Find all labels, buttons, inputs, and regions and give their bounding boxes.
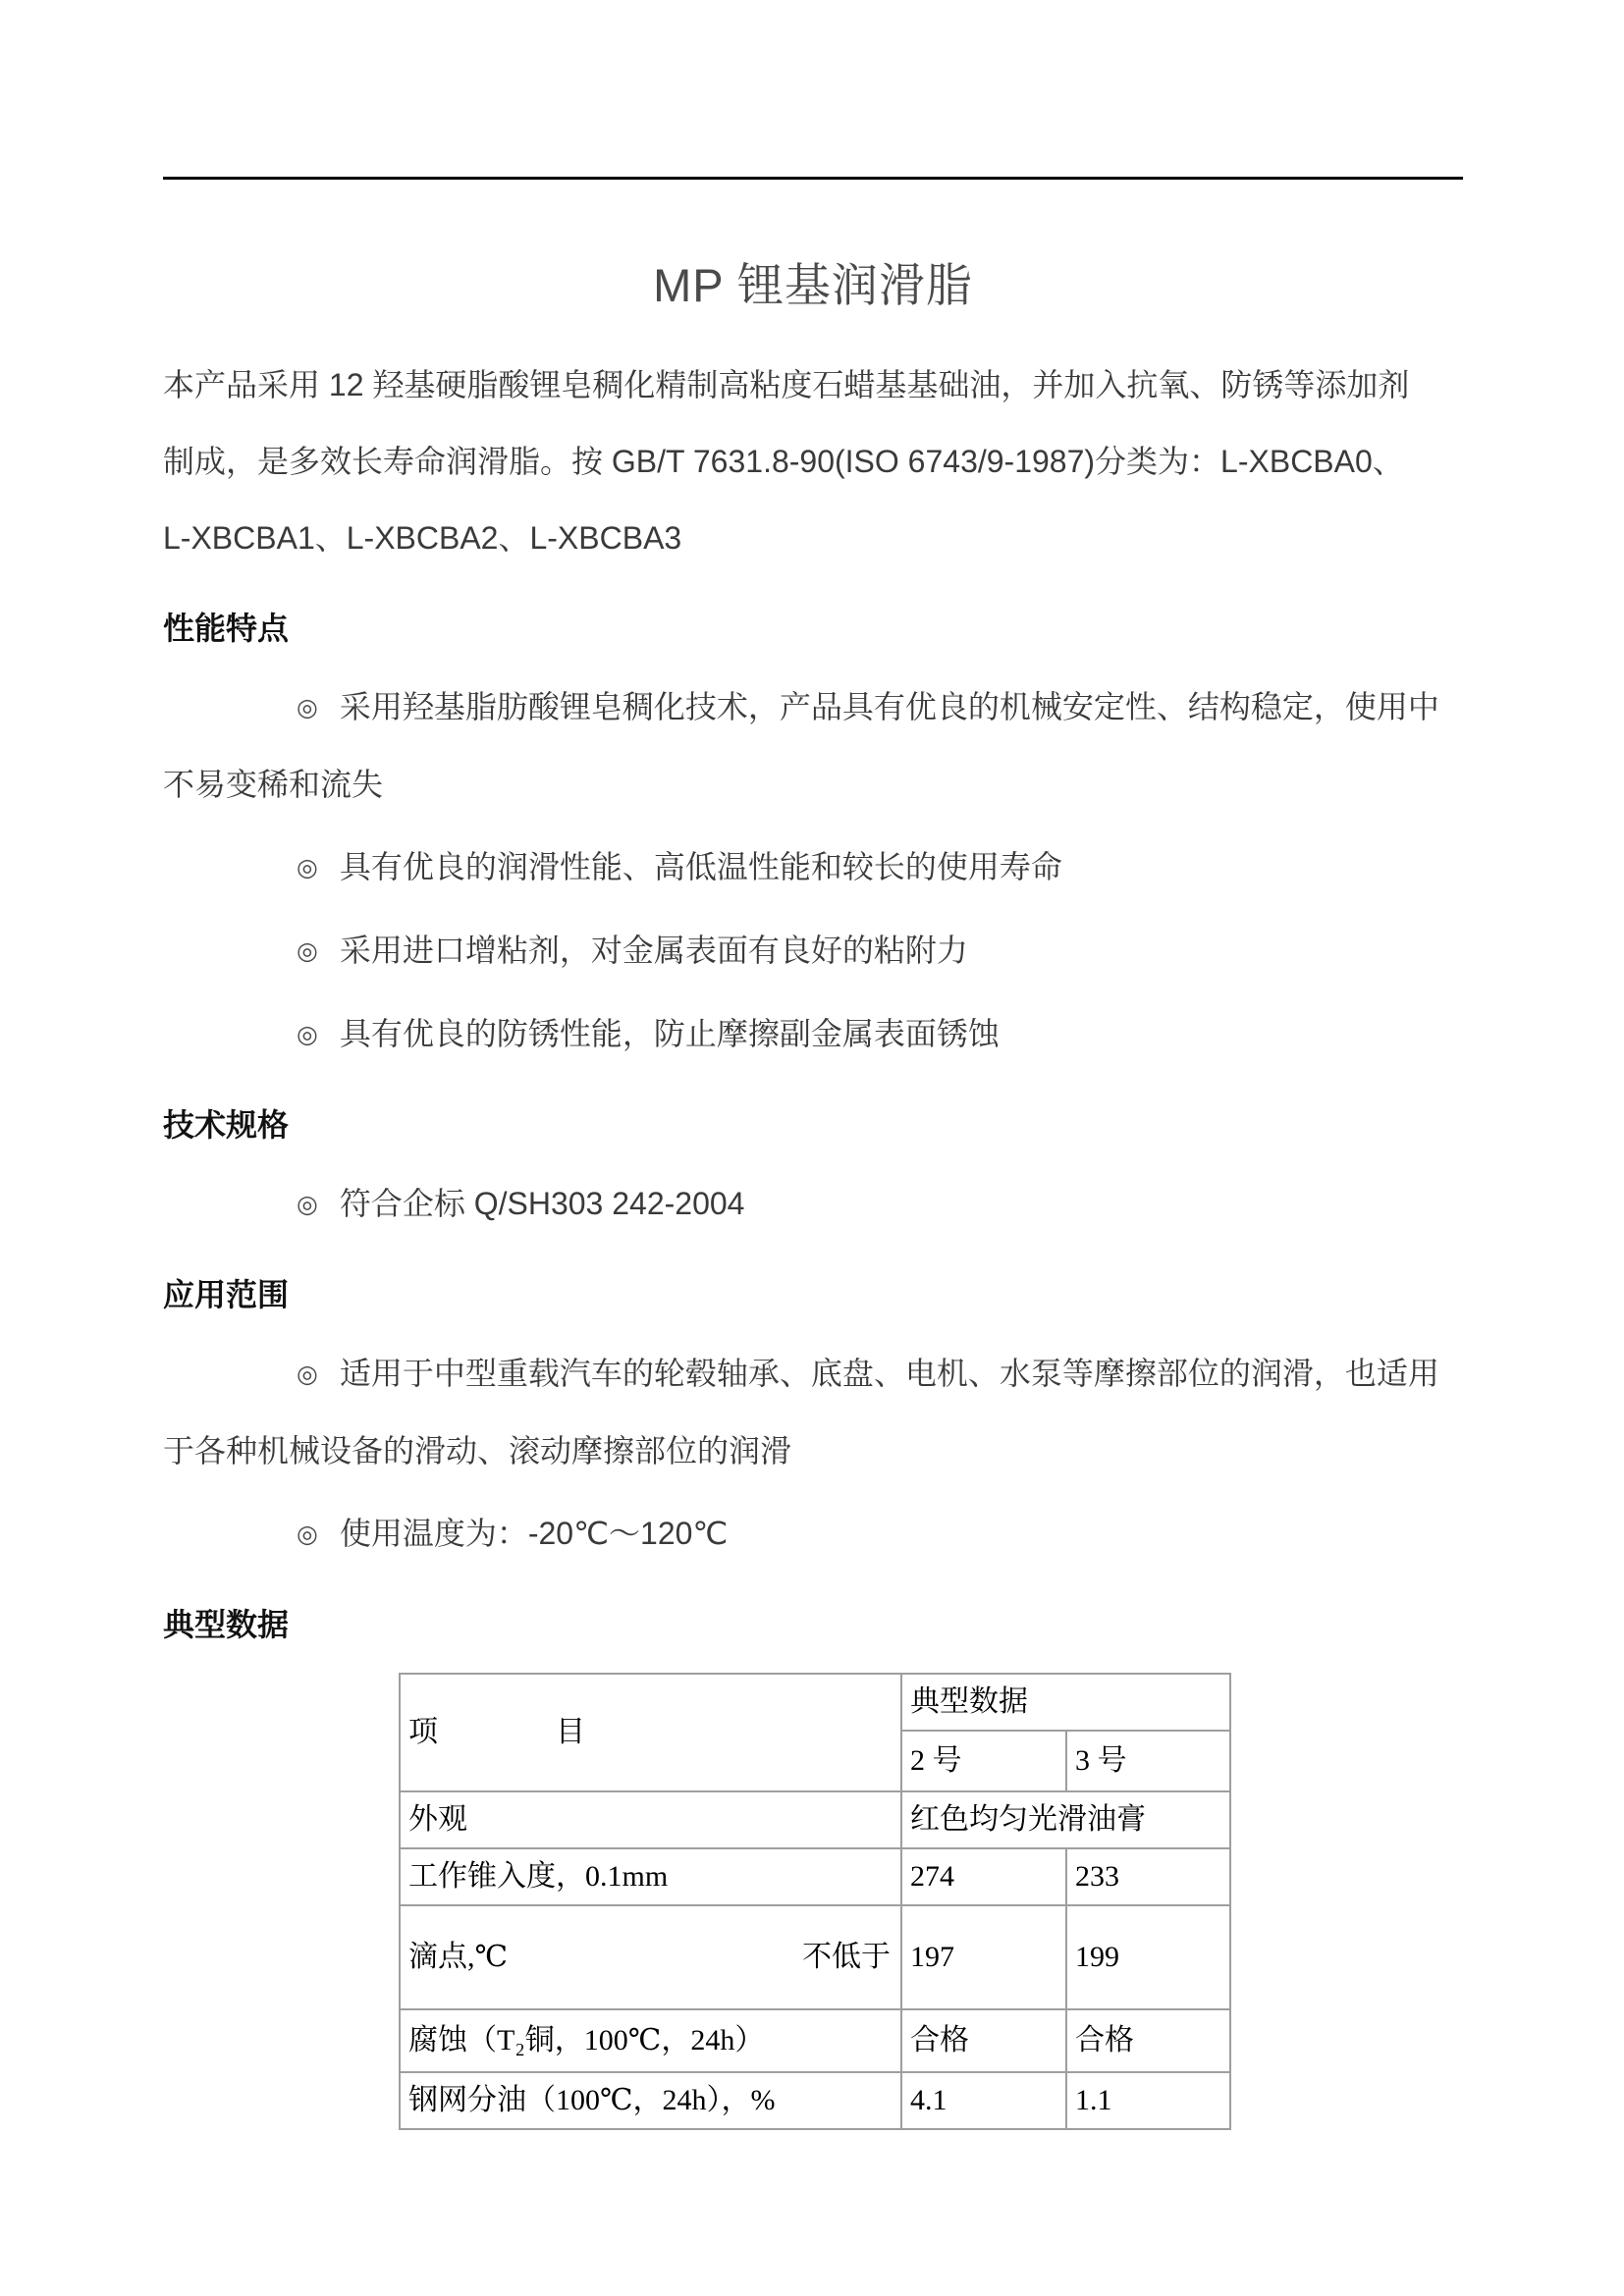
top-divider — [163, 177, 1463, 180]
bullet-item — [163, 828, 1463, 906]
table-row — [400, 2009, 1230, 2072]
row-value-grade2: 274 — [901, 1848, 1066, 1905]
bullet-text: 采用进口增粘剂，对金属表面有良好的粘附力 — [339, 933, 968, 968]
row-label: 滴点,℃ 不低于 — [400, 1905, 901, 2009]
table-header-row — [400, 1674, 1230, 1731]
bullet-icon: ◎ — [297, 1361, 318, 1388]
section-heading-typical-data: 典型数据 — [163, 1607, 290, 1642]
row-value-grade3: 233 — [1066, 1848, 1230, 1905]
bullet-text: 使用温度为：-20℃～120℃ — [339, 1516, 729, 1551]
bullet-item — [163, 1165, 1463, 1243]
row-value-grade2: 197 — [901, 1905, 1066, 2009]
table-row — [400, 1791, 1230, 1848]
intro-line-3: L-XBCBA1、L-XBCBA2、L-XBCBA3 — [163, 520, 682, 556]
bullet-icon: ◎ — [297, 937, 318, 965]
row-label: 腐蚀（T₂铜，100℃，24h） — [400, 2009, 901, 2072]
bullet-item — [163, 912, 1463, 989]
table-row — [400, 2072, 1230, 2129]
table-row — [400, 1905, 1230, 2009]
bullet-item — [163, 1495, 1463, 1573]
table-row — [400, 1848, 1230, 1905]
bullet-icon: ◎ — [297, 1191, 318, 1218]
table-header-grade-2: 2 号 — [901, 1731, 1066, 1791]
intro-line-2: 制成，是多效长寿命润滑脂。按 GB/T 7631.8-90(ISO 6743/9-1987)分类为：L-XBCBA0、 — [163, 444, 1404, 479]
typical-data-table — [399, 1673, 1231, 2130]
bullet-icon: ◎ — [297, 854, 318, 881]
bullet-item — [163, 668, 1463, 823]
intro-line-1: 本产品采用 12 羟基硬脂酸锂皂稠化精制高粘度石蜡基基础油，并加入抗氧、防锈等添加剂 — [163, 367, 1410, 402]
bullet-item — [163, 1335, 1463, 1489]
bullet-text: 适用于中型重载汽车的轮毂轴承、底盘、电机、水泵等摩擦部位的润滑，也适用于各种机械设备的滑动、滚动摩擦部位的润滑 — [163, 1356, 1439, 1468]
intro-paragraph — [163, 347, 1463, 576]
bullet-text: 采用羟基脂肪酸锂皂稠化技术，产品具有优良的机械安定性、结构稳定，使用中不易变稀和流失 — [163, 689, 1439, 802]
bullet-icon: ◎ — [297, 1521, 318, 1548]
row-label: 钢网分油（100℃，24h），% — [400, 2072, 901, 2129]
row-value-grade3: 合格 — [1066, 2009, 1230, 2072]
section-heading-performance: 性能特点 — [163, 611, 290, 646]
row-label: 外观 — [400, 1791, 901, 1848]
table-header-item: 项 目 — [400, 1674, 901, 1791]
bullet-text: 符合企标 Q/SH303 242-2004 — [339, 1186, 745, 1221]
bullet-text: 具有优良的润滑性能、高低温性能和较长的使用寿命 — [339, 849, 1062, 884]
row-value-span: 红色均匀光滑油膏 — [901, 1791, 1230, 1848]
bullet-icon: ◎ — [297, 1021, 318, 1048]
row-value-grade3: 1.1 — [1066, 2072, 1230, 2129]
bullet-icon: ◎ — [297, 694, 318, 721]
section-heading-specs: 技术规格 — [163, 1107, 290, 1143]
bullet-item — [163, 995, 1463, 1073]
table-header-group: 典型数据 — [901, 1674, 1230, 1731]
table-header-grade-3: 3 号 — [1066, 1731, 1230, 1791]
section-heading-applications: 应用范围 — [163, 1277, 290, 1312]
row-value-grade3: 199 — [1066, 1905, 1230, 2009]
document-title: MP 锂基润滑脂 — [653, 259, 973, 311]
row-value-grade2: 合格 — [901, 2009, 1066, 2072]
row-label: 工作锥入度，0.1mm — [400, 1848, 901, 1905]
bullet-text: 具有优良的防锈性能，防止摩擦副金属表面锈蚀 — [339, 1016, 1000, 1051]
row-value-grade2: 4.1 — [901, 2072, 1066, 2129]
